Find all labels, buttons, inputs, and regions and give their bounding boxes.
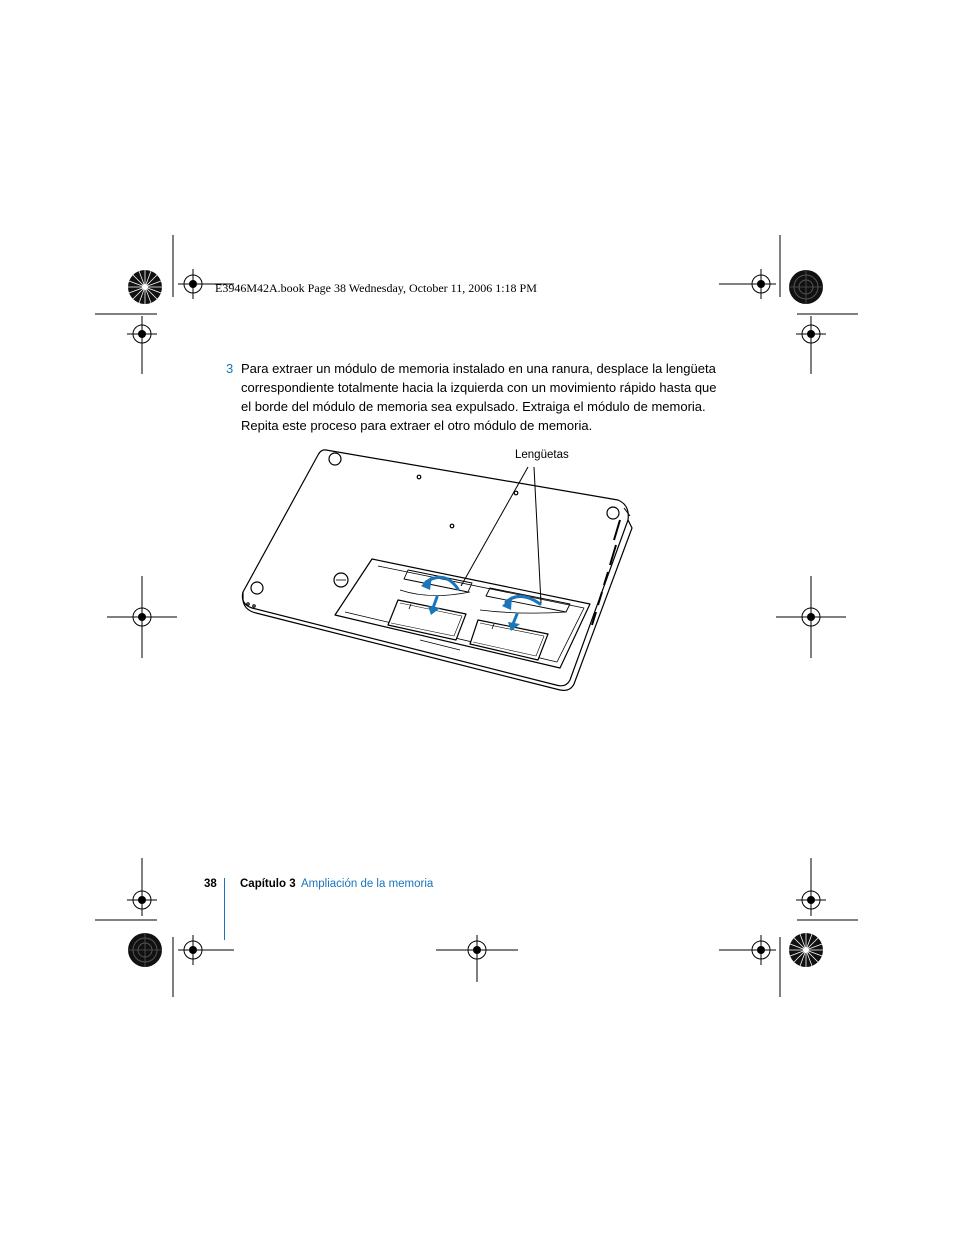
print-header: E3946M42A.book Page 38 Wednesday, October 11, 2006 1:18 PM xyxy=(215,281,537,295)
step-line: Para extraer un módulo de memoria instalado en una ranura, desplace la lengüeta xyxy=(241,361,716,376)
step-line: correspondiente totalmente hacia la izquierda con un movimiento rápido hasta que xyxy=(241,380,717,395)
step-number: 3 xyxy=(226,361,234,376)
footer-divider xyxy=(224,878,225,940)
chapter-label: Capítulo 3 xyxy=(240,878,296,890)
callout-label-tabs: Lengüetas xyxy=(515,449,569,461)
chapter-title: Ampliación de la memoria xyxy=(301,878,434,890)
step-line: Repita este proceso para extraer el otro módulo de memoria. xyxy=(241,418,593,433)
step-line: el borde del módulo de memoria sea expulsado. Extraiga el módulo de memoria. xyxy=(241,399,706,414)
page-number: 38 xyxy=(204,878,217,890)
